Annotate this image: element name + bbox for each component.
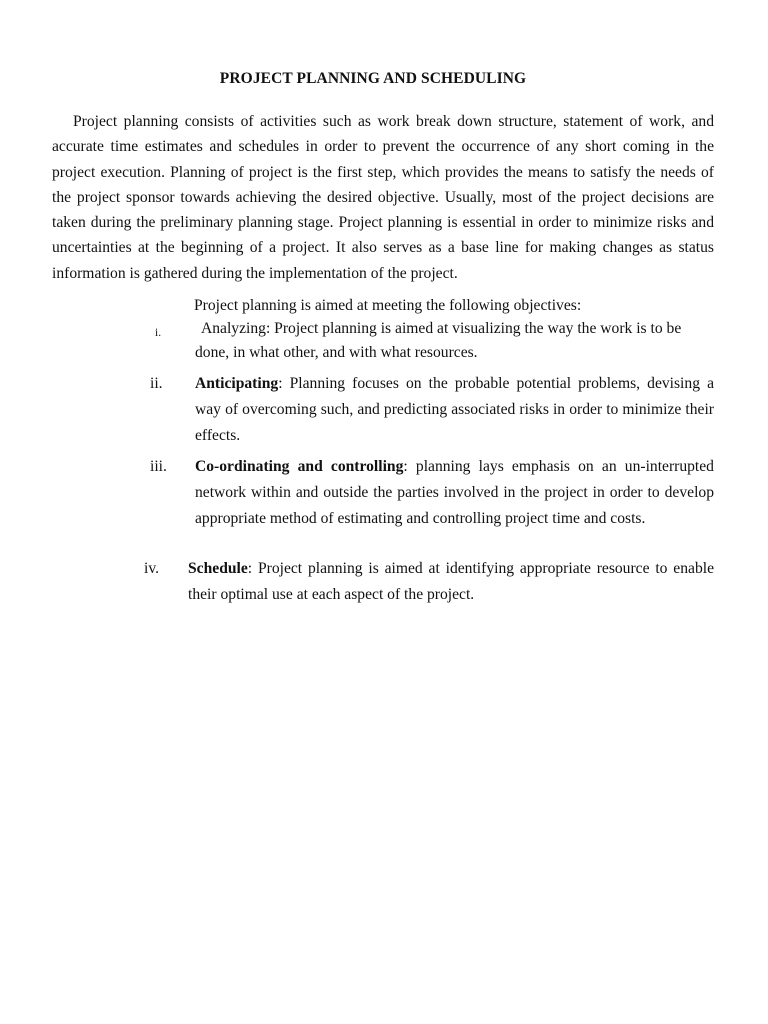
objective-text [188, 556, 714, 607]
document-title: PROJECT PLANNING AND SCHEDULING [219, 70, 527, 87]
objective-text-line: done, in what other, and with what resources. [195, 344, 478, 361]
objective-numeral: iii. [150, 458, 167, 475]
objective-numeral: i. [155, 327, 162, 339]
objective-numeral: iv. [144, 560, 160, 577]
objective-description: : Planning focuses on the probable potential problems, devising a way of overcoming such, and predicting associated risks in order to minimize their effects. [195, 375, 714, 444]
objective-description: : planning lays emphasis on an un-interrupted network within and outside the parties involved in the project in order to develop appropriate method of estimating and controlling project time and costs. [195, 458, 714, 527]
objective-term: Schedule [188, 560, 248, 577]
objective-term: Co-ordinating and controlling [195, 458, 404, 475]
objective-text [195, 454, 714, 531]
objectives-lead: Project planning is aimed at meeting the following objectives: [194, 297, 582, 314]
objective-text [195, 371, 714, 448]
objective-description: : Project planning is aimed at identifying appropriate resource to enable their optimal use at each aspect of the project. [188, 560, 714, 603]
objective-text [195, 317, 714, 365]
objective-term: Anticipating [195, 375, 279, 392]
objective-numeral: ii. [150, 375, 163, 392]
objective-text-line: Analyzing: Project planning is aimed at visualizing the way the work is to be [201, 320, 682, 337]
intro-paragraph: Project planning consists of activities such as work break down structure, statement of work, and accurate time estimates and schedules in order to prevent the occurrence of any short coming in the project execution. Planning of project is the first step, which provides the means to satisfy the needs of the project sponsor towards achieving the desired objective. Usually, most of the project decisions are taken during the preliminary planning stage. Project planning is essential in order to minimize risks and uncertainties at the beginning of a project. It also serves as a base line for making changes as status information is gathered during the implementation of the project. [52, 113, 714, 282]
